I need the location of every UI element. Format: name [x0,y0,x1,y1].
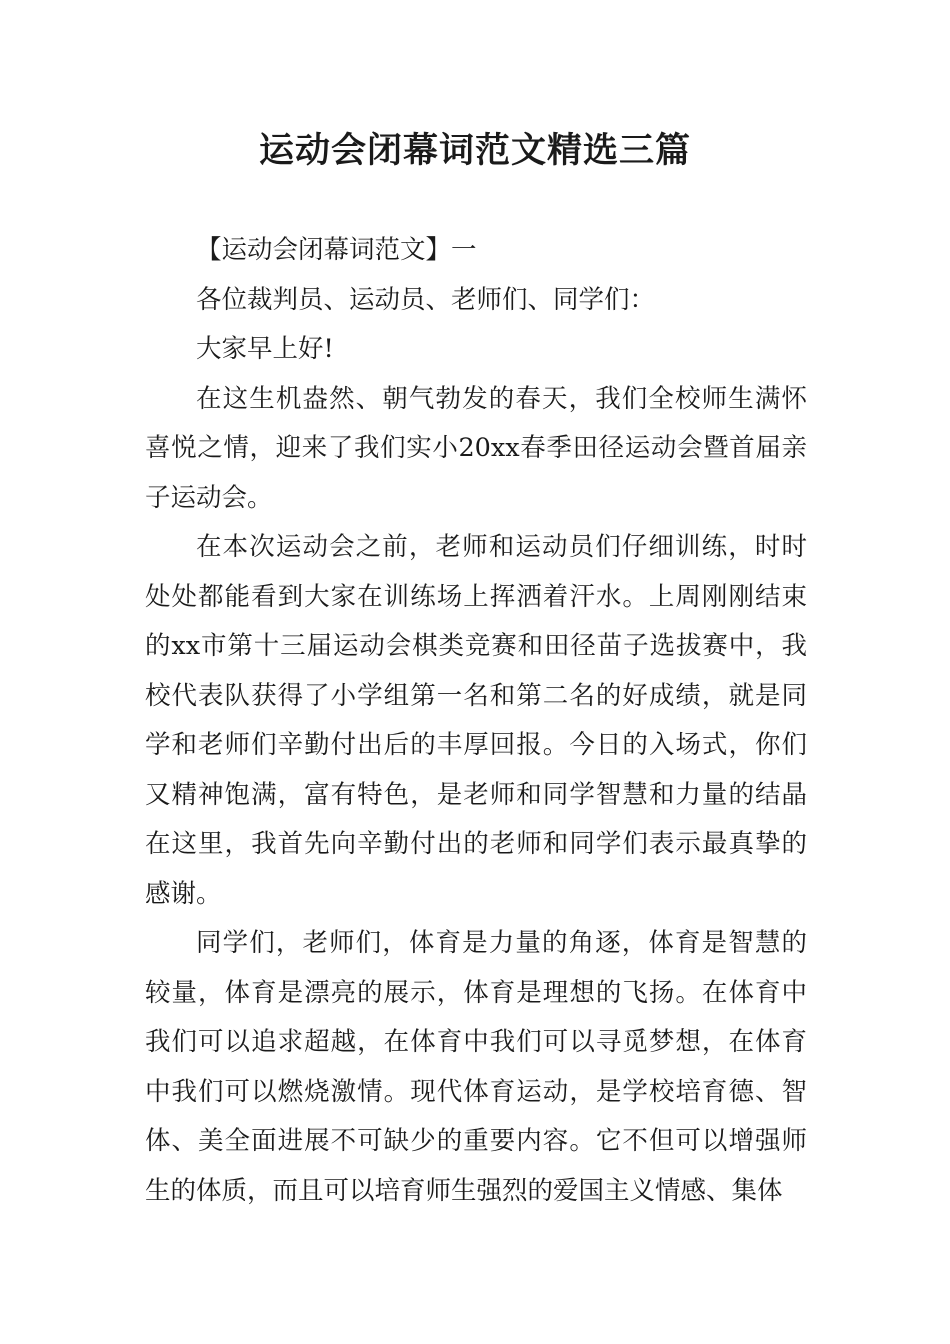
body-paragraph: 同学们，老师们，体育是力量的角逐，体育是智慧的较量，体育是漂亮的展示，体育是理想的飞扬。在体育中我们可以追求超越，在体育中我们可以寻觅梦想，在体育中我们可以燃烧激情。现代体育运动，是学校培育德、智体、美全面进展不可缺少的重要内容。它不但可以增强师生的体质，而且可以培育师生强烈的爱国主义情感、集体 [145,928,807,1206]
section-heading: 【运动会闭幕词范文】一 [196,235,477,265]
document-title: 运动会闭幕词范文精选三篇 [258,130,691,171]
body-paragraph: 在本次运动会之前，老师和运动员们仔细训练，时时处处都能看到大家在训练场上挥洒着汗水。上周刚刚结束的xx市第十三届运动会棋类竞赛和田径苗子选拔赛中，我校代表队获得了小学组第一名和第二名的好成绩，就是同学和老师们辛勤付出后的丰厚回报。今日的入场式，你们又精神饱满，富有特色，是老师和同学智慧和力量的结晶在这里，我首先向辛勤付出的老师和同学们表示最真挚的感谢。 [145,532,807,909]
document-body [145,226,807,1216]
greeting: 大家早上好! [196,334,334,364]
body-paragraph: 在这生机盎然、朝气勃发的春天，我们全校师生满怀喜悦之情，迎来了我们实小20xx春季田径运动会暨首届亲子运动会。 [145,383,807,513]
salutation: 各位裁判员、运动员、老师们、同学们： [196,284,656,315]
